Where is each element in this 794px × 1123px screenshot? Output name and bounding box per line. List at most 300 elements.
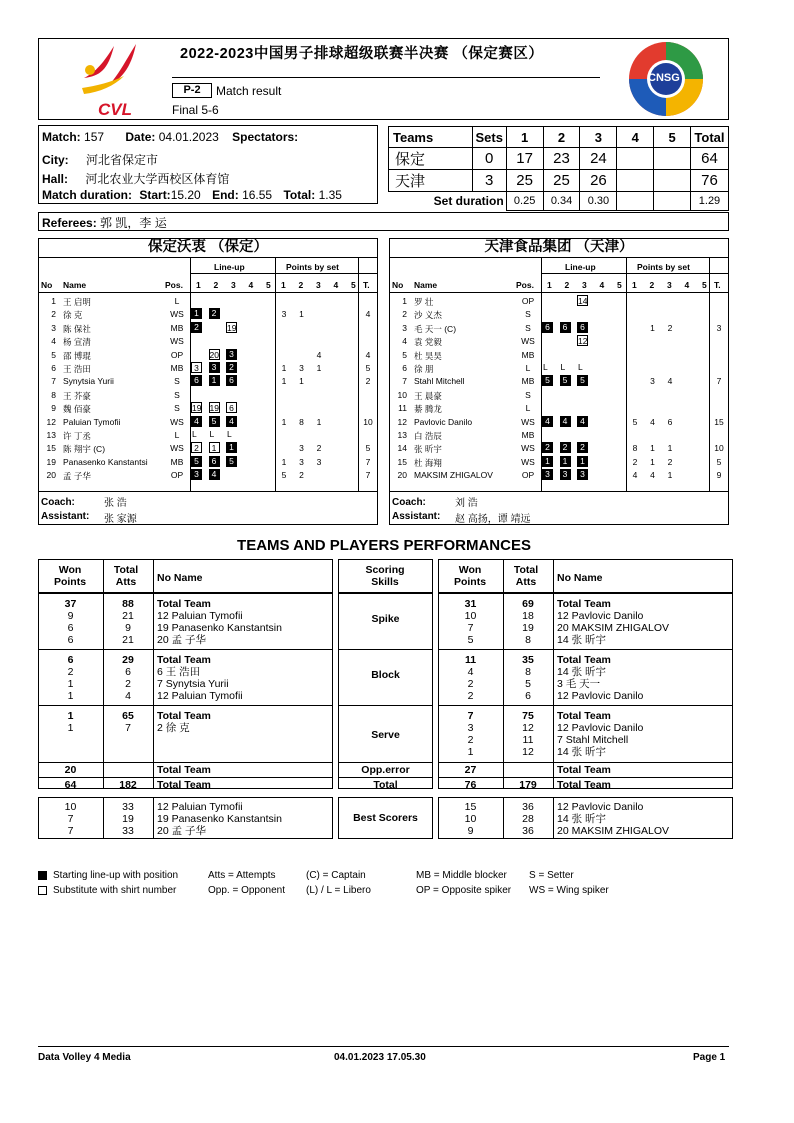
- starting-position: 2: [560, 442, 571, 453]
- player-name: 许 丁丞: [63, 431, 91, 441]
- player-entry: 14 张 昕宇: [557, 666, 607, 678]
- libero-marker: L: [227, 429, 232, 439]
- best-atts: 28: [522, 813, 534, 825]
- player-set-points: 4: [650, 470, 655, 481]
- player-total: 5: [365, 363, 371, 373]
- player-entry: 2 徐 克: [157, 722, 190, 734]
- assistant-label: Assistant:: [41, 511, 90, 522]
- player-name: 孟 子华: [63, 471, 91, 482]
- lineup-col-divider: [626, 258, 627, 492]
- skill-divider: [338, 705, 433, 706]
- player-pos: L: [525, 363, 531, 373]
- player-no: 12: [46, 416, 56, 427]
- won-points: 1: [67, 690, 74, 702]
- libero-marker: L: [578, 362, 583, 372]
- player-no: 19: [46, 456, 56, 467]
- city-label: City:: [42, 153, 69, 167]
- skill-name: Spike: [371, 613, 400, 625]
- starting-position: 5: [191, 456, 202, 467]
- player-no: 2: [51, 309, 56, 320]
- total-atts: 29: [122, 654, 134, 666]
- total-atts-header: Total Atts: [513, 564, 539, 588]
- result-set-score: [654, 170, 691, 192]
- player-no: 13: [397, 430, 407, 440]
- subheader-divider: [541, 273, 729, 274]
- doc-title: Match result: [216, 84, 282, 98]
- starting-position: 1: [577, 456, 588, 467]
- best-col-divider: [553, 797, 554, 839]
- legend-sub-text: Substitute with shirt number: [53, 885, 177, 896]
- result-row-baoding: [389, 148, 729, 170]
- starting-position: 1: [560, 456, 571, 467]
- player-name: 杜 海翔: [414, 457, 442, 468]
- player-no: 1: [402, 296, 407, 306]
- points-set-header: 2: [649, 280, 655, 290]
- best-won: 15: [464, 801, 477, 813]
- starting-position: 1: [209, 375, 220, 386]
- player-no: 13: [46, 430, 56, 440]
- player-pos: WS: [170, 336, 184, 347]
- result-header-sets: Sets: [472, 127, 506, 148]
- result-team-name: 保定: [389, 148, 473, 170]
- won-points: 6: [67, 634, 74, 646]
- lineup-set-header: 3: [582, 280, 587, 290]
- starting-position: 5: [209, 416, 220, 427]
- total-atts: 8: [525, 666, 531, 678]
- won-points: 6: [67, 622, 74, 634]
- won-points: 31: [464, 598, 477, 610]
- lineup-set-header: 2: [213, 280, 219, 290]
- starting-position: 6: [560, 322, 571, 333]
- starting-position: 4: [577, 416, 588, 427]
- total-atts: 12: [522, 746, 534, 758]
- footer-center: 04.01.2023 17.05.30: [334, 1052, 426, 1063]
- summary-name: Total Team: [557, 764, 611, 776]
- player-total: 7: [365, 470, 371, 481]
- pos-header: Pos.: [165, 280, 183, 290]
- lineup-set-header: 4: [248, 280, 254, 290]
- points-set-header: 1: [632, 280, 637, 290]
- name-header: Name: [414, 280, 438, 290]
- summary-divider: [338, 762, 433, 763]
- header-col-divider: [553, 559, 554, 593]
- skill-divider: [338, 649, 433, 650]
- match-info-row-1: [42, 130, 298, 144]
- player-set-points: 2: [316, 443, 322, 454]
- result-header-row: [389, 127, 729, 148]
- match-date: 04.01.2023: [158, 130, 219, 144]
- player-no: 14: [397, 443, 407, 454]
- player-no: 12: [397, 416, 407, 427]
- legend-libero: (L) / L = Libero: [306, 885, 371, 896]
- player-set-points: 1: [281, 376, 287, 387]
- player-total: 9: [716, 470, 722, 481]
- no-header: No: [41, 280, 53, 290]
- player-pos: OP: [170, 349, 184, 360]
- summary-atts: 179: [519, 779, 537, 791]
- player-pos: S: [525, 389, 531, 400]
- substitute-number: 19: [192, 403, 202, 414]
- player-no: 20: [397, 470, 407, 481]
- player-name: 杜 昊昊: [414, 350, 442, 361]
- total-atts: 6: [125, 666, 131, 678]
- libero-marker: L: [209, 429, 215, 439]
- legend-sub: [38, 885, 176, 896]
- points-set-header: 4: [684, 280, 690, 290]
- summary-atts: 182: [119, 779, 137, 791]
- won-points: 9: [67, 610, 74, 622]
- coach-label: Coach:: [41, 497, 75, 508]
- player-entry: 3 毛 天一: [557, 678, 601, 690]
- body-col-divider: [553, 593, 554, 789]
- summary-won: 27: [464, 764, 477, 776]
- player-total: 4: [365, 349, 371, 360]
- player-entry: 7 Stahl Mitchell: [557, 734, 629, 746]
- won-points: 2: [467, 678, 474, 690]
- won-points: 5: [467, 634, 474, 646]
- skill-name: Block: [371, 669, 400, 681]
- starting-position: 3: [560, 469, 571, 480]
- best-player: 20 MAKSIM ZHIGALOV: [557, 825, 670, 837]
- player-name: Pavlovic Danilo: [414, 416, 473, 427]
- result-set-score: 17: [506, 148, 543, 170]
- player-name: MAKSIM ZHIGALOV: [414, 470, 493, 481]
- player-set-points: 2: [667, 456, 673, 467]
- substitute-number: 1: [209, 442, 220, 453]
- player-set-points: 1: [316, 416, 322, 427]
- player-pos: S: [174, 389, 180, 400]
- result-total: 64: [690, 148, 728, 170]
- player-set-points: 1: [299, 309, 304, 320]
- player-set-points: 5: [632, 416, 638, 427]
- t-header: T.: [363, 280, 370, 290]
- won-points: 6: [67, 654, 74, 666]
- player-total: 2: [365, 376, 371, 387]
- player-set-points: 3: [299, 443, 304, 454]
- substitute-square-icon: [38, 886, 47, 895]
- result-header-set1: 1: [506, 127, 543, 148]
- won-points: 2: [467, 690, 474, 702]
- summary-won: 64: [64, 779, 77, 791]
- points-set-header: 5: [702, 280, 707, 290]
- player-total: 15: [714, 416, 724, 427]
- team-name: 天津食品集团 （天津）: [484, 239, 634, 255]
- lineup-set-header: 5: [266, 280, 271, 290]
- substitute-number: 3: [191, 362, 202, 373]
- best-won: 7: [67, 813, 74, 825]
- match-no: 157: [84, 130, 105, 144]
- player-set-points: 6: [667, 416, 673, 427]
- starting-position: 1: [226, 442, 237, 453]
- won-points-header: Won Points: [453, 564, 487, 588]
- points-set-header: 3: [316, 280, 321, 290]
- coach-name: 张 浩: [104, 498, 127, 509]
- subheader-divider: [190, 273, 378, 274]
- player-name: 王 晨豪: [414, 390, 442, 401]
- player-name: Paluian Tymofii: [63, 416, 121, 427]
- starting-position: 5: [542, 375, 553, 386]
- set-duration: 0.30: [580, 192, 617, 211]
- player-name: 杨 宣清: [63, 337, 91, 348]
- libero-marker: L: [560, 362, 566, 372]
- total-atts: 5: [525, 678, 531, 690]
- player-pos: WS: [521, 416, 535, 427]
- referees-row: [42, 214, 167, 231]
- starting-position: 5: [577, 375, 588, 386]
- set-duration: [654, 192, 691, 211]
- player-pos: S: [525, 309, 531, 320]
- player-name: Stahl Mitchell: [414, 376, 465, 387]
- set-duration-row: [389, 192, 729, 211]
- title-underline: [172, 77, 600, 78]
- points-label: Points by set: [637, 262, 690, 272]
- match-label: Match:: [42, 130, 81, 144]
- player-pos: WS: [170, 416, 184, 427]
- hall-row: [42, 170, 229, 187]
- result-row-tianjin: [389, 170, 729, 192]
- won-points: 1: [467, 746, 474, 758]
- cvl-logo: [74, 42, 144, 118]
- won-points: 10: [464, 610, 477, 622]
- player-no: 20: [46, 470, 56, 481]
- result-set-score: 23: [543, 148, 580, 170]
- lineup-set-header: 5: [617, 280, 622, 290]
- set-duration: 0.25: [506, 192, 543, 211]
- player-entry: 14 张 昕宇: [557, 634, 607, 646]
- total-atts: 7: [125, 722, 131, 734]
- best-atts: 36: [522, 801, 534, 813]
- player-set-points: 1: [667, 443, 673, 454]
- player-pos: L: [174, 430, 180, 440]
- starting-position: 4: [191, 416, 202, 427]
- player-no: 6: [402, 363, 407, 373]
- header-divider: [389, 292, 729, 293]
- summary-label: Total: [373, 779, 398, 791]
- referees-label: Referees:: [42, 216, 97, 230]
- player-name: 王 芥豪: [63, 390, 91, 401]
- end-label: End:: [212, 188, 239, 202]
- summary-won: 76: [464, 779, 477, 791]
- skill-divider: [438, 649, 733, 650]
- skill-divider: [438, 705, 733, 706]
- cvl-logo-text: CVL: [98, 100, 132, 119]
- total-atts: 75: [522, 710, 534, 722]
- player-no: 8: [51, 389, 56, 400]
- player-name: 沙 义杰: [414, 310, 442, 321]
- won-points: 37: [64, 598, 77, 610]
- legend-opp: Opp. = Opponent: [208, 885, 286, 896]
- player-set-points: 2: [632, 456, 638, 467]
- player-name: 綦 腾龙: [414, 404, 442, 415]
- phase: Final 5-6: [172, 103, 219, 117]
- best-player: 12 Paluian Tymofii: [157, 801, 243, 813]
- player-name: 张 昕宇: [414, 444, 442, 455]
- player-no: 4: [51, 336, 56, 347]
- result-total: 76: [690, 170, 728, 192]
- player-pos: WS: [521, 456, 535, 467]
- team-name: 保定沃衷 （保定）: [147, 239, 269, 255]
- assistant-name: 赵 高扬，谭 靖远: [455, 514, 531, 525]
- player-total: 4: [365, 309, 371, 320]
- substitute-number: 20: [209, 349, 219, 360]
- player-name: 魏 佰豪: [63, 404, 91, 415]
- result-set-score: 25: [543, 170, 580, 192]
- player-set-points: 8: [299, 416, 304, 427]
- total-atts: 35: [522, 654, 534, 666]
- won-points: 4: [467, 666, 474, 678]
- player-entry: 20 MAKSIM ZHIGALOV: [557, 622, 670, 634]
- lineup-set-header: 2: [564, 280, 570, 290]
- player-pos: OP: [521, 470, 535, 481]
- total-atts: 69: [522, 598, 534, 610]
- summary-divider: [438, 762, 733, 763]
- legend-atts: Atts = Attempts: [208, 870, 276, 881]
- player-set-points: 1: [281, 416, 287, 427]
- player-pos: MB: [521, 430, 535, 440]
- summary-name: Total Team: [157, 779, 211, 791]
- starting-position: 4: [542, 416, 553, 427]
- won-points: 7: [467, 710, 474, 722]
- lineup-label: Line-up: [565, 262, 596, 272]
- player-set-points: 3: [281, 309, 287, 320]
- team-a-panel: [38, 238, 378, 525]
- total-label: Total:: [283, 188, 316, 202]
- player-entry: 12 Pavlovic Danilo: [557, 690, 644, 702]
- player-set-points: 2: [299, 470, 304, 481]
- substitute-number: 12: [578, 336, 588, 347]
- summary-divider: [438, 777, 733, 778]
- team-total-label: Total Team: [557, 654, 611, 666]
- result-table: [388, 126, 729, 211]
- header-divider: [38, 292, 378, 293]
- player-total: 5: [716, 456, 722, 467]
- total-atts: 21: [122, 610, 134, 622]
- player-set-points: 1: [316, 363, 322, 373]
- player-name: 徐 朋: [414, 364, 434, 374]
- summary-won: 20: [64, 764, 77, 776]
- result-header-set2: 2: [543, 127, 580, 148]
- player-pos: MB: [170, 363, 184, 373]
- lineup-set-header: 1: [547, 280, 552, 290]
- starting-position: 2: [577, 442, 588, 453]
- player-set-points: 3: [650, 376, 655, 387]
- player-set-points: 4: [667, 376, 673, 387]
- player-no: 7: [402, 376, 407, 387]
- summary-divider: [338, 777, 433, 778]
- total-duration: 1.35: [318, 188, 342, 202]
- lineup-set-header: 4: [599, 280, 605, 290]
- city-value: 河北省保定市: [86, 153, 159, 167]
- player-set-points: 1: [667, 470, 673, 481]
- starting-position: 4: [226, 416, 237, 427]
- summary-divider: [38, 762, 333, 763]
- set-duration: 0.34: [543, 192, 580, 211]
- player-name: 陈 翔宇 (C): [63, 444, 106, 455]
- legend-captain: (C) = Captain: [306, 870, 366, 881]
- total-atts: 88: [122, 598, 134, 610]
- set-duration-total: 1.29: [690, 192, 728, 211]
- won-points: 1: [67, 710, 74, 722]
- player-pos: WS: [521, 336, 535, 347]
- coach-label: Coach:: [392, 497, 426, 508]
- substitute-number: 19: [227, 322, 237, 333]
- result-team-name: 天津: [389, 170, 473, 192]
- city-row: [42, 151, 158, 168]
- total-atts: 8: [525, 634, 531, 646]
- player-set-points: 1: [281, 456, 287, 467]
- substitute-number: 19: [209, 403, 219, 414]
- player-entry: 19 Panasenko Kanstantsin: [157, 622, 282, 634]
- player-pos: L: [174, 296, 180, 306]
- player-no: 10: [397, 389, 407, 400]
- best-scorers-label: Best Scorers: [353, 812, 418, 824]
- player-set-points: 3: [299, 363, 304, 373]
- player-name: 白 浩辰: [414, 431, 442, 441]
- won-points: 1: [67, 678, 74, 690]
- starting-position: 3: [542, 469, 553, 480]
- player-set-points: 3: [316, 456, 322, 467]
- best-player: 12 Pavlovic Danilo: [557, 801, 644, 813]
- player-name: 陈 保社: [63, 323, 91, 334]
- result-set-score: [617, 148, 654, 170]
- hall-label: Hall:: [42, 172, 69, 186]
- starting-position: 2: [209, 308, 220, 319]
- starting-position: 5: [560, 375, 571, 386]
- player-no: 15: [46, 443, 56, 454]
- assistant-label: Assistant:: [392, 511, 441, 522]
- total-atts: 9: [125, 622, 131, 634]
- points-col-divider: [358, 258, 359, 492]
- player-pos: OP: [170, 470, 184, 481]
- result-sets: 3: [472, 170, 506, 192]
- result-set-score: [617, 170, 654, 192]
- best-player: 19 Panasenko Kanstantsin: [157, 813, 282, 825]
- starting-position: 3: [191, 469, 202, 480]
- player-no: 15: [397, 456, 407, 467]
- best-won: 9: [467, 825, 474, 837]
- hall-value: 河北农业大学西校区体育馆: [85, 172, 230, 186]
- scoring-skills-header: Scoring Skills: [365, 564, 405, 588]
- team-total-label: Total Team: [557, 710, 611, 722]
- team-b-panel: [389, 238, 729, 525]
- total-atts-header: Total Atts: [113, 564, 139, 588]
- won-points: 7: [467, 622, 474, 634]
- best-player: 20 孟 子华: [157, 825, 207, 837]
- doc-code: P-2: [172, 83, 212, 98]
- team-total-label: Total Team: [157, 710, 211, 722]
- legend-ws: WS = Wing spiker: [529, 885, 609, 896]
- player-set-points: 4: [650, 416, 655, 427]
- best-won: 10: [64, 801, 77, 813]
- player-no: 5: [402, 349, 407, 360]
- starting-position: 3: [209, 362, 220, 373]
- result-header-total: Total: [690, 127, 728, 148]
- total-atts: 2: [125, 678, 131, 690]
- cnsg-logo-text: CNSG: [648, 72, 680, 84]
- result-header-set4: 4: [617, 127, 654, 148]
- points-set-header: 5: [351, 280, 356, 290]
- legend-op: OP = Opposite spiker: [416, 885, 512, 896]
- starting-position: 6: [226, 375, 237, 386]
- starting-position: 4: [560, 416, 571, 427]
- starting-position: 2: [226, 362, 237, 373]
- total-atts: 6: [525, 690, 531, 702]
- set-duration: [617, 192, 654, 211]
- lineup-set-header: 3: [231, 280, 236, 290]
- player-name: 王 启明: [63, 297, 91, 307]
- start-value: 15.20: [170, 188, 201, 202]
- legend-mb: MB = Middle blocker: [416, 870, 507, 881]
